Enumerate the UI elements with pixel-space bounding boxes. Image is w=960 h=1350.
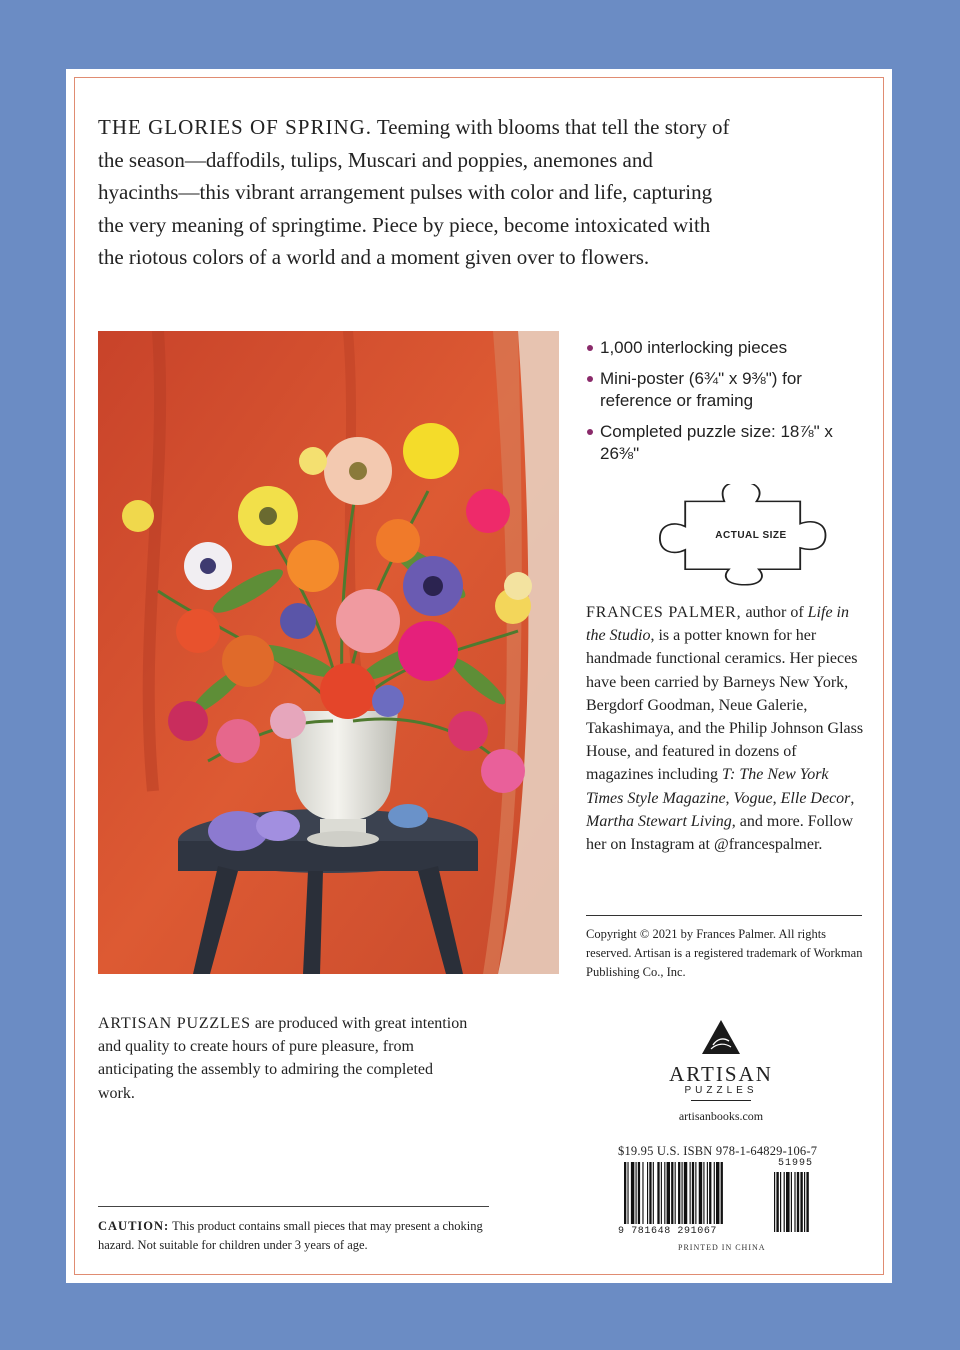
barcode-bar: [714, 1162, 715, 1224]
bio-text: ,: [772, 789, 781, 807]
barcode-bar: [667, 1162, 670, 1224]
printed-in: PRINTED IN CHINA: [678, 1243, 766, 1252]
intro-lead: THE GLORIES OF SPRING.: [98, 115, 373, 139]
isbn-barcode: [618, 1158, 818, 1244]
addon-bar: [776, 1172, 778, 1232]
copyright-notice: Copyright © 2021 by Frances Palmer. All rights reserved. Artisan is a registered trademark of Workman Publishing Co., Inc.: [586, 927, 863, 979]
triangle-logo-icon: [701, 1019, 741, 1055]
feature-item-poster: Mini-poster (6¾" x 9⅜") for reference or framing: [586, 368, 876, 412]
logo-rule: [691, 1100, 751, 1101]
feature-item-pieces: 1,000 interlocking pieces: [586, 337, 876, 359]
divider: [586, 915, 862, 916]
barcode-bar: [647, 1162, 648, 1224]
barcode-bar: [627, 1162, 628, 1224]
bio-book-title: Life in the Studio: [586, 604, 849, 645]
barcode-bar: [671, 1162, 673, 1224]
price-isbn: $19.95 U.S. ISBN 978-1-64829-106-7: [618, 1144, 818, 1158]
brand-name: ARTISAN PUZZLES: [98, 1015, 251, 1032]
addon-bar: [786, 1172, 790, 1232]
publisher-url: artisanbooks.com: [678, 1109, 764, 1123]
barcode-bar: [649, 1162, 651, 1224]
bio-magazine: T: The New York Times Style Magazine: [586, 766, 829, 807]
feature-list: [586, 337, 876, 474]
bio-magazine: Elle Decor: [780, 789, 851, 807]
barcode-bar: [664, 1162, 665, 1224]
caution-body: This product contains small pieces that may present a choking hazard. Not suitable for children under 3 years of age.: [98, 1219, 483, 1252]
addon-digits: 51995: [778, 1158, 814, 1169]
barcode-bar: [703, 1162, 704, 1224]
addon-bar: [774, 1172, 775, 1232]
piece-label: ACTUAL SIZE: [715, 530, 787, 541]
bio-text: , and more. Follow her on Instagram at @francespalmer.: [586, 812, 854, 854]
barcode-bar: [638, 1162, 640, 1224]
barcode-bar: [682, 1162, 683, 1224]
bio-text: , is a potter known for her handmade functional ceramics. Her pieces have been carried by Barneys New York, Bergdorf Goodman, Neue Galerie, Takashimaya, and the Philip Johnson Glass House, and featured in dozens of magazines including: [586, 627, 864, 784]
caution-notice: [98, 1217, 498, 1255]
addon-bar: [797, 1172, 799, 1232]
bio-magazine: Martha Stewart Living: [586, 812, 732, 830]
caution-divider: [98, 1206, 489, 1207]
puzzle-piece-outline: [641, 484, 841, 594]
publisher-logo: [656, 1019, 786, 1129]
bio-text: ,: [725, 789, 734, 807]
blurb-body: are produced with great intention and quality to create hours of pure pleasure, from anticipating the assembly to admiring the completed work.: [98, 1015, 468, 1102]
barcode-bar: [699, 1162, 702, 1224]
barcode-bar: [653, 1162, 654, 1224]
caution-label: CAUTION:: [98, 1219, 170, 1233]
barcode-bar: [695, 1162, 696, 1224]
bio-text: ,: [850, 789, 855, 807]
barcode-bar: [707, 1162, 708, 1224]
barcode-bar: [675, 1162, 676, 1224]
addon-bar: [780, 1172, 781, 1232]
addon-bar: [784, 1172, 785, 1232]
feature-item-size: Completed puzzle size: 18⅞" x 26⅜": [586, 421, 876, 465]
logo-sub: PUZZLES: [684, 1085, 758, 1096]
barcode-bar: [631, 1162, 634, 1224]
addon-bar: [806, 1172, 808, 1232]
intro-paragraph: [98, 111, 738, 274]
barcode-bar: [624, 1162, 626, 1224]
barcode-bar: [678, 1162, 680, 1224]
back-cover-panel: [66, 69, 892, 1283]
barcode-bar: [721, 1162, 723, 1224]
intro-body: Teeming with blooms that tell the story of the season—daffodils, tulips, Muscari and poppies, anemones and hyacinths—this vibrant arrangement pulses with color and life, capturing the very meaning of springtime. Piece by piece, become intoxicated with the riotous colors of a world and a moment given over to flowers.: [98, 115, 730, 269]
logo-word: ARTISAN: [669, 1062, 773, 1086]
barcode-bar: [684, 1162, 687, 1224]
flower-arrangement-photo: [98, 331, 559, 974]
author-name: FRANCES PALMER,: [586, 604, 742, 621]
author-bio: [586, 601, 868, 856]
barcode-digits: 9 781648 291067: [618, 1226, 718, 1237]
bio-text: author of: [741, 604, 808, 621]
barcode-bar: [690, 1162, 691, 1224]
artisan-puzzles-blurb: [98, 1012, 468, 1105]
addon-bar: [804, 1172, 805, 1232]
addon-bar: [800, 1172, 802, 1232]
barcode-bar: [636, 1162, 637, 1224]
addon-bar: [794, 1172, 795, 1232]
barcode-bar: [716, 1162, 719, 1224]
bio-magazine: Vogue: [733, 789, 773, 807]
barcode-bar: [692, 1162, 694, 1224]
barcode-bar: [709, 1162, 711, 1224]
barcode-bar: [661, 1162, 662, 1224]
addon-bar: [791, 1172, 792, 1232]
barcode-bar: [657, 1162, 659, 1224]
barcode-bar: [642, 1162, 643, 1224]
